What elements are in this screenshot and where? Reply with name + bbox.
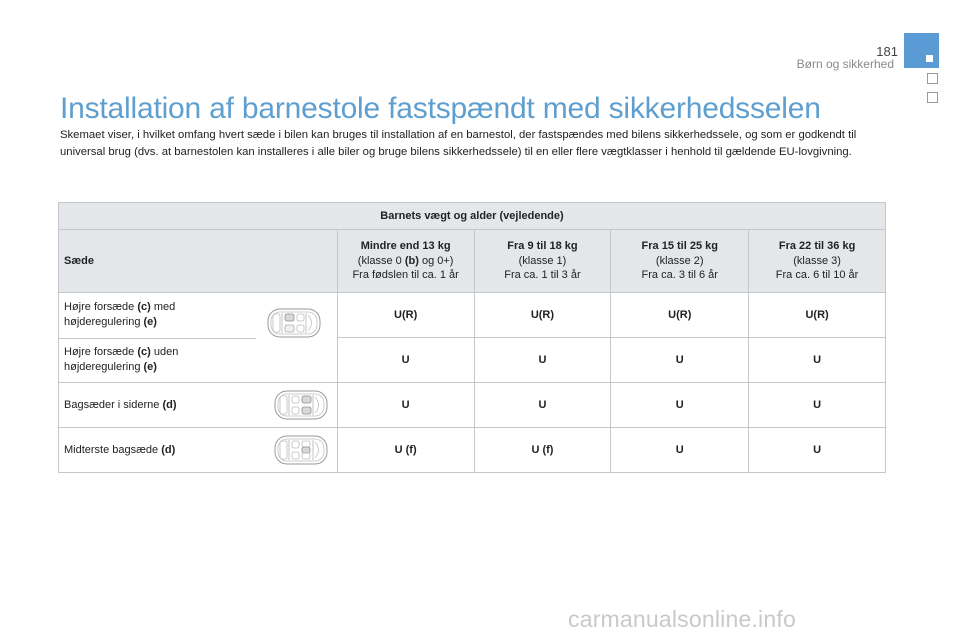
table-cell: U [611, 338, 749, 383]
seat-label-cell [59, 383, 338, 428]
weight-range: Mindre end 13 kg [360, 240, 451, 253]
table-row [59, 428, 886, 473]
chapter-tab-active[interactable] [904, 33, 939, 68]
table-row [59, 338, 886, 383]
table-cell: U [611, 383, 749, 428]
table-cell: U(R) [474, 293, 611, 338]
seat-label: Højre forsæde (c) uden højderegulering (e) [64, 345, 179, 373]
page-title: Installation af barnestole fastspændt med sikkerhedsselen [60, 92, 821, 125]
seat-label-cell [59, 338, 338, 383]
tab-marker [926, 55, 933, 62]
weight-class: (klasse 3) [793, 254, 841, 267]
table-cell: U (f) [474, 428, 611, 473]
seat-label: Højre forsæde (c) med højderegulering (e) [64, 301, 176, 329]
table-cell: U(R) [611, 293, 749, 338]
intro-paragraph: Skemaet viser, i hvilket omfang hvert sæde i bilen kan bruges til installation af en barnestol, der fastspændes med bilens sikkerhedssele, og som er godkendt til universal brug (dvs. at barnestolen kan installeres i alle biler og bruge bilens sikkerhedssele) til en eller flere vægtklasser i henhold til gældende EU-lovgivning. [60, 129, 857, 158]
table-cell: U(R) [337, 293, 474, 338]
weight-range: Fra 22 til 36 kg [778, 240, 856, 253]
age-range: Fra ca. 3 til 6 år [641, 269, 718, 282]
table-cell: U [611, 428, 749, 473]
weight-range: Fra 9 til 18 kg [507, 240, 578, 253]
age-range: Fra fødslen til ca. 1 år [352, 269, 459, 282]
table-cell: U(R) [749, 293, 886, 338]
weight-column-header [337, 230, 474, 293]
age-range: Fra ca. 6 til 10 år [775, 269, 859, 282]
chapter-tab[interactable] [927, 73, 938, 84]
section-title: Børn og sikkerhed [796, 57, 894, 71]
table-cell: U (f) [337, 428, 474, 473]
rear-side-seats-car-icon [271, 386, 331, 424]
seat-label: Bagsæder i siderne (d) [64, 398, 177, 411]
weight-column-header [474, 230, 611, 293]
rear-middle-seat-car-icon [271, 431, 331, 469]
weight-column-header [749, 230, 886, 293]
table-cell: U [749, 338, 886, 383]
table-group-header: Barnets vægt og alder (vejledende) [59, 203, 886, 230]
table-cell: U [749, 383, 886, 428]
page-number: 181 [876, 44, 898, 59]
table-row [59, 383, 886, 428]
weight-range: Fra 15 til 25 kg [641, 240, 718, 253]
watermark: carmanualsonline.info [568, 606, 796, 632]
weight-class: (klasse 2) [655, 254, 704, 267]
table-cell: U [474, 383, 611, 428]
seat-column-header: Sæde [59, 230, 338, 293]
weight-column-header [611, 230, 749, 293]
table-cell: U [749, 428, 886, 473]
seat-label-cell [59, 428, 338, 473]
front-seat-car-icon [264, 304, 324, 342]
table-row [59, 293, 886, 338]
chapter-tab[interactable] [927, 92, 938, 103]
age-range: Fra ca. 1 til 3 år [504, 269, 581, 282]
table-cell: U [474, 338, 611, 383]
table-cell: U [337, 383, 474, 428]
weight-class: (klasse 1) [518, 254, 567, 267]
seat-label: Midterste bagsæde (d) [64, 443, 176, 456]
weight-class: (klasse 0 (b) og 0+) [357, 254, 454, 267]
table-cell: U [337, 338, 474, 383]
seat-table [58, 202, 886, 473]
